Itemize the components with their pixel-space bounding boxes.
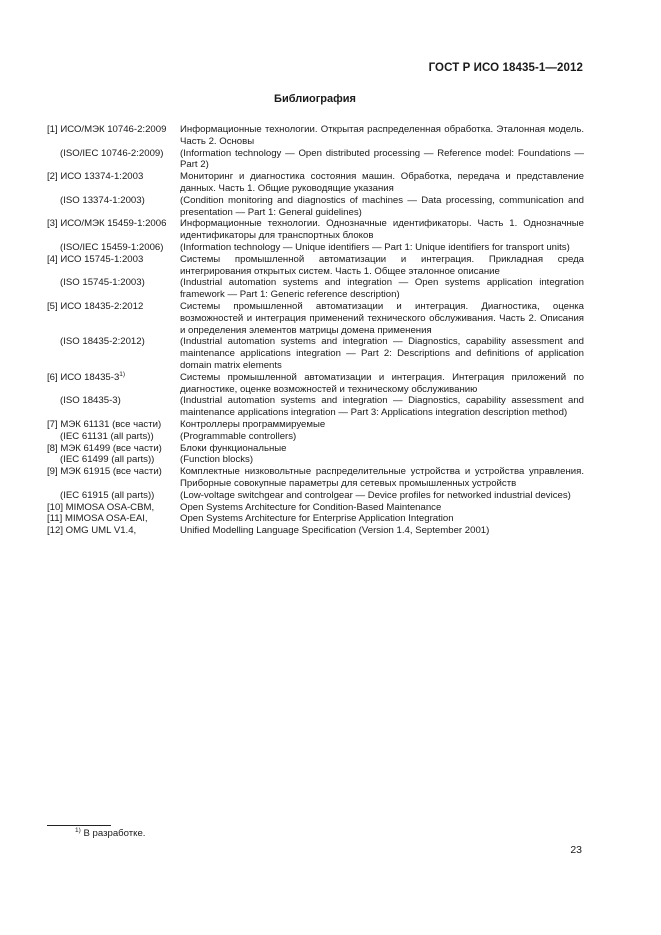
bib-text: (Industrial automation systems and integration — Diagnostics, capability assessment and maintenance applications integration — Part 3: Applications integration description method)	[180, 395, 584, 419]
bib-entry-8-en	[47, 454, 584, 466]
footnote-marker: 1)	[119, 370, 126, 378]
bib-text: (Low-voltage switchgear and controlgear — Device profiles for networked industrial devices)	[180, 489, 571, 501]
footnote	[75, 828, 145, 839]
bib-ref: (ISO 15745-1:2003)	[60, 277, 145, 289]
bib-entry-7	[47, 419, 584, 431]
bib-entry-6-en	[47, 395, 584, 419]
bib-ref-label: [6] ИСО 18435-3	[47, 371, 120, 383]
bib-entry-12	[47, 525, 584, 537]
bib-text: Open Systems Architecture for Condition-Based Maintenance	[180, 501, 442, 513]
bib-ref: [8] МЭК 61499 (все части)	[47, 442, 162, 454]
bib-entry-8	[47, 443, 584, 455]
bib-ref: (ISO 13374-1:2003)	[60, 194, 145, 206]
bib-text: (Information technology — Unique identifiers — Part 1: Unique identifiers for transport units)	[180, 241, 570, 253]
bib-text: (Condition monitoring and diagnostics of machines — Data processing, communication and presentation — Part 1: General guidelines)	[180, 194, 584, 218]
bib-ref: [10] MIMOSA OSA-CBM,	[47, 501, 155, 513]
bib-text: Блоки функциональные	[180, 442, 287, 454]
bib-text: Unified Modelling Language Specification (Version 1.4, September 2001)	[180, 525, 490, 537]
bib-ref: [9] МЭК 61915 (все части)	[47, 466, 162, 478]
bib-ref: [2] ИСО 13374-1:2003	[47, 171, 144, 183]
bib-text: Системы промышленной автоматизации и интеграция. Прикладная среда интегрирования открытых систем. Часть 1. Общее эталонное описание	[180, 253, 584, 277]
bib-entry-10	[47, 502, 584, 514]
bib-ref: [4] ИСО 15745-1:2003	[47, 253, 144, 265]
footnote-mark: 1)	[75, 827, 81, 834]
bib-ref: (ISO/IEC 10746-2:2009)	[60, 147, 164, 159]
bib-ref: [3] ИСО/МЭК 15459-1:2006	[47, 218, 167, 230]
bib-entry-6	[47, 372, 584, 396]
bib-ref: (ISO/IEC 15459-1:2006)	[60, 241, 164, 253]
bib-entry-4	[47, 254, 584, 278]
bib-ref-with-footnote	[47, 372, 180, 396]
bib-entry-2-en	[47, 195, 584, 219]
footnote-text: В разработке.	[83, 828, 146, 839]
bib-entry-7-en	[47, 431, 584, 443]
bib-text: Open Systems Architecture for Enterprise Application Integration	[180, 513, 454, 525]
bib-ref: (IEC 61499 (all parts))	[60, 454, 155, 466]
bib-entry-2	[47, 171, 584, 195]
bib-ref: (IEC 61131 (all parts))	[60, 430, 154, 442]
bib-entry-9-en	[47, 490, 584, 502]
bib-text: (Industrial automation systems and integration — Open systems application integration framework — Part 1: Generic reference description)	[180, 277, 584, 301]
bib-text: (Information technology — Open distributed processing — Reference model: Foundations — Part 2)	[180, 147, 584, 171]
bib-ref: [7] МЭК 61131 (все части)	[47, 418, 162, 430]
bib-ref: [11] MIMOSA OSA-EAI,	[47, 513, 148, 525]
footnote-divider	[47, 825, 111, 826]
bib-entry-1	[47, 124, 584, 148]
bib-entry-4-en	[47, 277, 584, 301]
bib-entry-11	[47, 513, 584, 525]
bib-ref: [5] ИСО 18435-2:2012	[47, 300, 144, 312]
bib-ref: [12] OMG UML V1.4,	[47, 525, 137, 537]
bib-text: Мониторинг и диагностика состояния машин. Обработка, передача и представление данных. Часть 1. Общие руководящие указания	[180, 171, 584, 194]
bib-ref: (ISO 18435-3)	[60, 395, 121, 407]
bib-text: Информационные технологии. Однозначные идентификаторы. Часть 1. Однозначные идентификаторы для транспортных блоков	[180, 218, 584, 242]
bib-ref: (IEC 61915 (all parts))	[60, 489, 155, 501]
bib-entry-3	[47, 218, 584, 242]
bib-ref: [1] ИСО/МЭК 10746-2:2009	[47, 124, 167, 135]
bib-text: Комплектные низковольтные распределительные устройства и устройства управления. Приборные совокупные параметры для сетевых промышленных устройств	[180, 466, 584, 489]
bib-ref: (ISO 18435-2:2012)	[60, 336, 145, 348]
page-number: 23	[570, 844, 582, 856]
bib-text: Системы промышленной автоматизации и интеграция. Диагностика, оценка возможностей и интеграция применений технического обслуживания. Часть 2. Описания и определения элементов матрицы домена применения	[180, 300, 584, 336]
bib-text: (Industrial automation systems and integration — Diagnostics, capability assessment and maintenance applications integration — Part 2: Descriptions and definitions of application domain matrix elements	[180, 336, 584, 371]
bibliography-list	[47, 124, 584, 537]
bib-text: Информационные технологии. Открытая распределенная обработка. Эталонная модель. Часть 2. Основы	[180, 124, 584, 147]
bib-entry-9	[47, 466, 584, 490]
bib-text: Системы промышленной автоматизации и интеграция. Интеграция приложений по диагностике, оценке возможностей и техническому обслуживанию	[180, 371, 584, 395]
bib-entry-3-en	[47, 242, 584, 254]
bib-text: Контроллеры программируемые	[180, 418, 326, 430]
document-header: ГОСТ Р ИСО 18435-1—2012	[428, 62, 583, 74]
bib-text: (Programmable controllers)	[180, 430, 297, 442]
bib-entry-5	[47, 301, 584, 336]
bib-entry-5-en	[47, 336, 584, 371]
section-title: Библиография	[274, 93, 356, 105]
bib-entry-1-en	[47, 148, 584, 172]
bib-text: (Function blocks)	[180, 454, 254, 466]
